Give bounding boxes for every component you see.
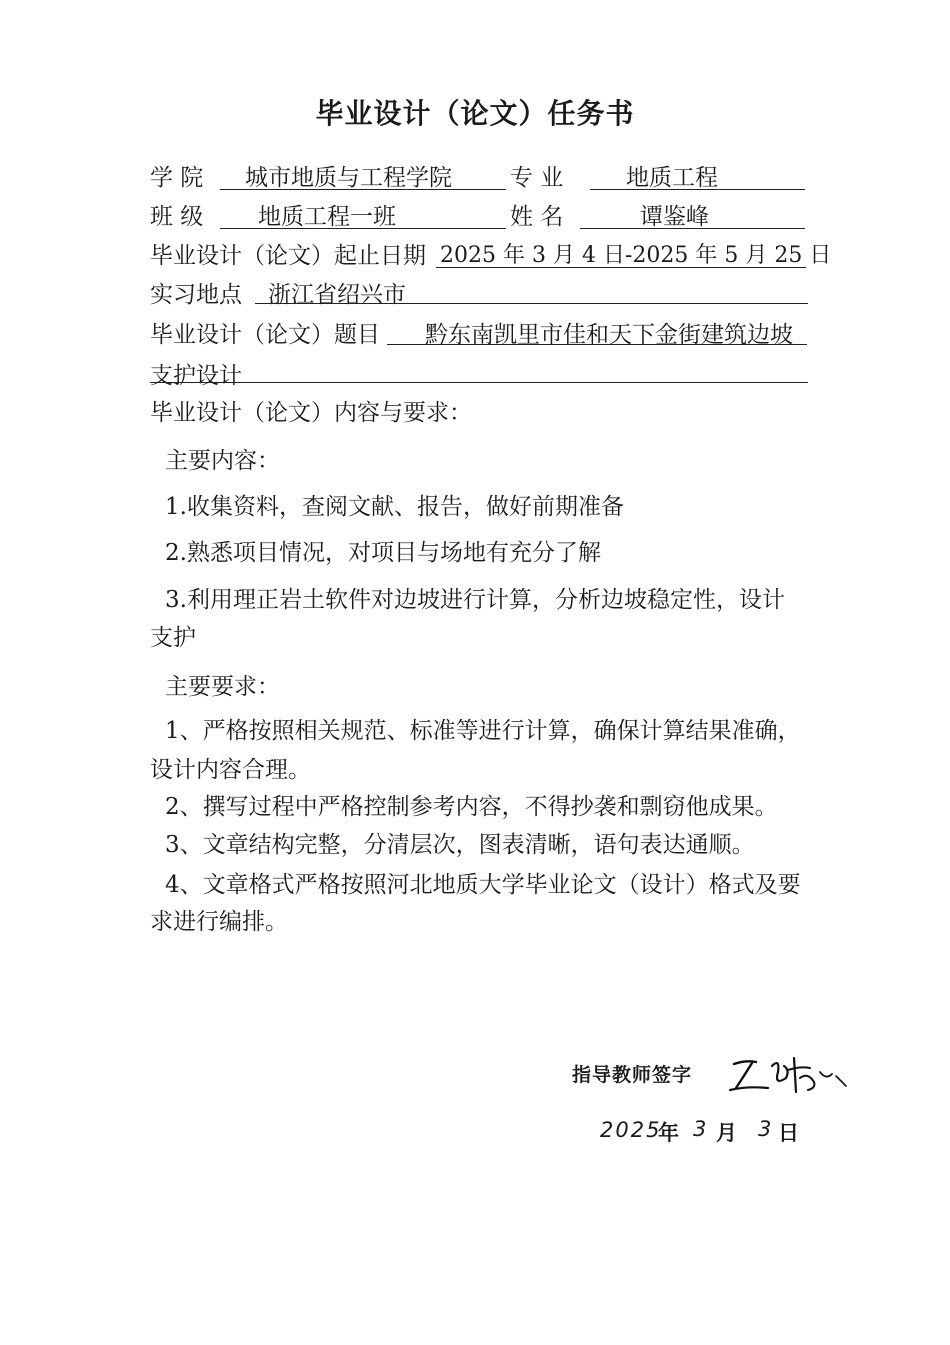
label-major: 专 业 (510, 165, 564, 191)
underline-place (255, 303, 808, 304)
label-topic: 毕业设计（论文）题目 (150, 322, 380, 348)
requirement-item-3: 3、文章结构完整，分清层次，图表清晰，语句表达通顺。 (165, 832, 755, 858)
requirement-item-4-cont: 求进行编排。 (150, 909, 288, 935)
requirement-item-4: 4、文章格式严格按照河北地质大学毕业论文（设计）格式及要 (165, 872, 801, 898)
label-class: 班 级 (150, 204, 204, 230)
requirement-item-1: 1、严格按照相关规范、标准等进行计算，确保计算结果准确， (165, 718, 801, 744)
signature-date-month: 3 (693, 1117, 709, 1141)
content-item-2: 2.熟悉项目情况，对项目与场地有充分了解 (165, 540, 601, 566)
value-place: 浙江省绍兴市 (268, 282, 406, 308)
underline-major (590, 189, 805, 190)
requirement-item-1-cont: 设计内容合理。 (150, 757, 311, 783)
value-major: 地质工程 (626, 165, 718, 191)
underline-topic-1 (387, 344, 807, 345)
signature-date-day: 3 (758, 1117, 774, 1141)
signature-date-day-unit: 日 (778, 1121, 799, 1145)
underline-dates (436, 267, 806, 268)
underline-name (580, 228, 805, 229)
document-title: 毕业设计（论文）任务书 (315, 97, 635, 130)
signature-date-year-unit: 年 (658, 1121, 679, 1145)
value-name: 谭鉴峰 (640, 204, 709, 230)
handwritten-signature (728, 1052, 853, 1097)
label-content-requirements: 毕业设计（论文）内容与要求： (150, 400, 472, 426)
requirement-item-2: 2、撰写过程中严格控制参考内容，不得抄袭和剽窃他成果。 (165, 794, 778, 820)
value-class: 地质工程一班 (258, 204, 396, 230)
content-item-1: 1.收集资料，查阅文献、报告，做好前期准备 (165, 494, 624, 520)
value-topic-line1: 黔东南凯里市佳和天下金街建筑边坡 (425, 322, 793, 348)
value-topic-line2: 支护设计 (150, 363, 242, 389)
label-college: 学 院 (150, 165, 204, 191)
value-college: 城市地质与工程学院 (245, 165, 452, 191)
supervisor-signature-label: 指导教师签字 (572, 1064, 693, 1086)
heading-main-content: 主要内容： (165, 448, 280, 474)
signature-date-year: 2025 (600, 1118, 662, 1142)
value-dates: 2025 年 3 月 4 日-2025 年 5 月 25 日 (440, 243, 832, 268)
heading-main-requirements: 主要要求： (165, 674, 280, 700)
signature-date-month-unit: 月 (716, 1121, 737, 1145)
label-name: 姓 名 (510, 204, 564, 230)
content-item-3: 3.利用理正岩土软件对边坡进行计算，分析边坡稳定性，设计 (165, 587, 785, 613)
label-dates: 毕业设计（论文）起止日期 (150, 243, 426, 269)
label-place: 实习地点 (150, 282, 242, 308)
underline-topic-2 (150, 382, 808, 383)
underline-class (220, 228, 506, 229)
underline-college (220, 189, 506, 190)
content-item-3-cont: 支护 (150, 625, 196, 651)
